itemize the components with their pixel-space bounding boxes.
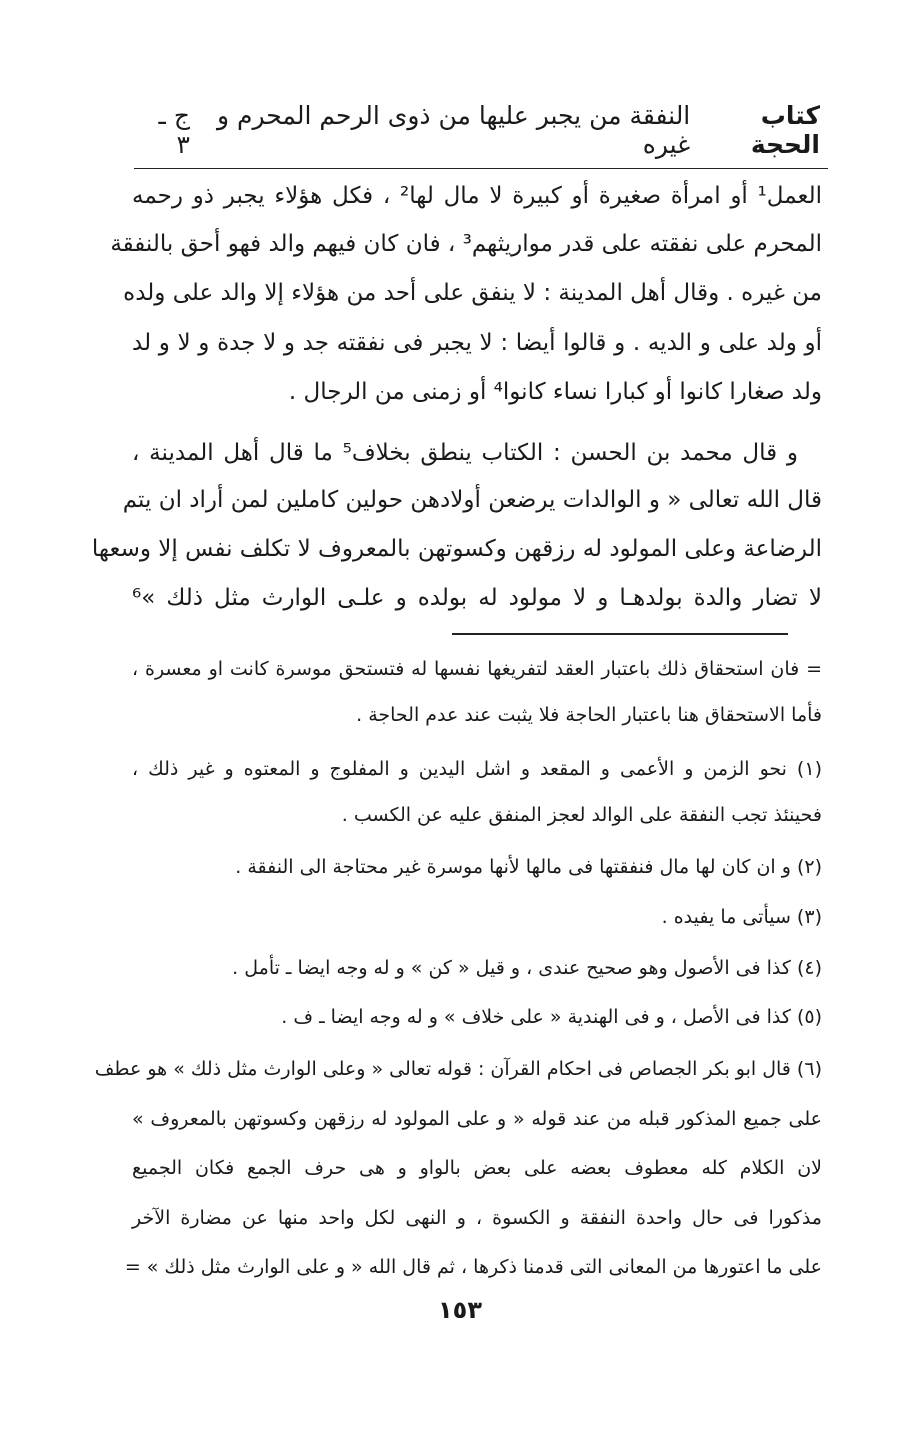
- book-title: كتاب الحجة: [750, 101, 820, 159]
- body-line: ولد صغارا كانوا أو كبارا نساء كانوا⁴ أو زمنى من الرجال .: [288, 379, 822, 405]
- footnote-line: (٣) سيأتى ما يفيده .: [661, 906, 822, 928]
- footnote-line: مذكورا فى حال واحدة النفقة و الكسوة ، و النهى لكل واحد منها عن مضارة الآخر: [132, 1207, 822, 1229]
- body-line: لا تضار والدة بولدهـا و لا مولود له بولده و علـى الوارث مثل ذلك »⁶: [132, 585, 822, 611]
- footnote-line: (٦) قال ابو بكر الجصاص فى احكام القرآن : قوله تعالى « وعلى الوارث مثل ذلك » هو عطف: [94, 1058, 822, 1080]
- body-line: الرضاعة وعلى المولود له رزقهن وكسوتهن بالمعروف لا تكلف نفس إلا وسعها: [91, 536, 822, 562]
- body-line: المحرم على نفقته على قدر مواريثهم³ ، فان كان فيهم والد فهو أحق بالنفقة: [110, 231, 822, 257]
- section-title: النفقة من يجبر عليها من ذوى الرحم المحرم و غيره: [217, 101, 691, 159]
- page-number: ١٥٣: [438, 1296, 482, 1324]
- body-line: العمل¹ أو امرأة صغيرة أو كبيرة لا مال لها² ، فكل هؤلاء يجبر ذو رحمه: [132, 183, 822, 209]
- footnote-rule: [452, 633, 788, 635]
- body-line: و قال محمد بن الحسن : الكتاب ينطق بخلاف⁵ ما قال أهل المدينة ،: [132, 440, 798, 466]
- footnote-line: (٥) كذا فى الأصل ، و فى الهندية « على خلاف » و له وجه ايضا ـ ف .: [281, 1006, 822, 1028]
- running-header: [140, 101, 820, 159]
- body-line: قال الله تعالى « و الوالدات يرضعن أولادهن حولين كاملين لمن أراد ان يتم: [122, 487, 822, 513]
- footnote-line: على ما اعتورها من المعانى التى قدمنا ذكرها ، ثم قال الله « و على الوارث مثل ذلك » =: [124, 1256, 822, 1278]
- footnote-line: (١) نحو الزمن و الأعمى و المقعد و اشل اليدين و المفلوج و المعتوه و غير ذلك ،: [132, 758, 822, 780]
- footnote-line: (٤) كذا فى الأصول وهو صحيح عندى ، و قيل « كن » و له وجه ايضا ـ تأمل .: [232, 957, 822, 979]
- header-rule: [134, 168, 828, 169]
- volume-label: ج ـ ٣: [158, 101, 190, 159]
- footnote-line: على جميع المذكور قبله من عند قوله « و على المولود له رزقهن وكسوتهن بالمعروف »: [132, 1108, 822, 1130]
- body-line: أو ولد على و الديه . و قالوا أيضا : لا يجبر فى نفقته جد و لا جدة و لا و لد: [132, 330, 822, 356]
- footnote-line: لان الكلام كله معطوف بعضه على بعض بالواو و هى حرف الجمع فكان الجميع: [132, 1157, 822, 1179]
- body-line: من غيره . وقال أهل المدينة : لا ينفق على أحد من هؤلاء إلا والد على ولده: [123, 280, 822, 306]
- footnote-line: = فان استحقاق ذلك باعتبار العقد لتفريغها نفسها له فتستحق موسرة كانت او معسرة ،: [132, 658, 822, 680]
- footnote-line: فأما الاستحقاق هنا باعتبار الحاجة فلا يثبت عند عدم الحاجة .: [356, 704, 822, 726]
- footnote-line: (٢) و ان كان لها مال فنفقتها فى مالها لأنها موسرة غير محتاجة الى النفقة .: [235, 856, 822, 878]
- footnote-line: فحينئذ تجب النفقة على الوالد لعجز المنفق عليه عن الكسب .: [341, 804, 822, 826]
